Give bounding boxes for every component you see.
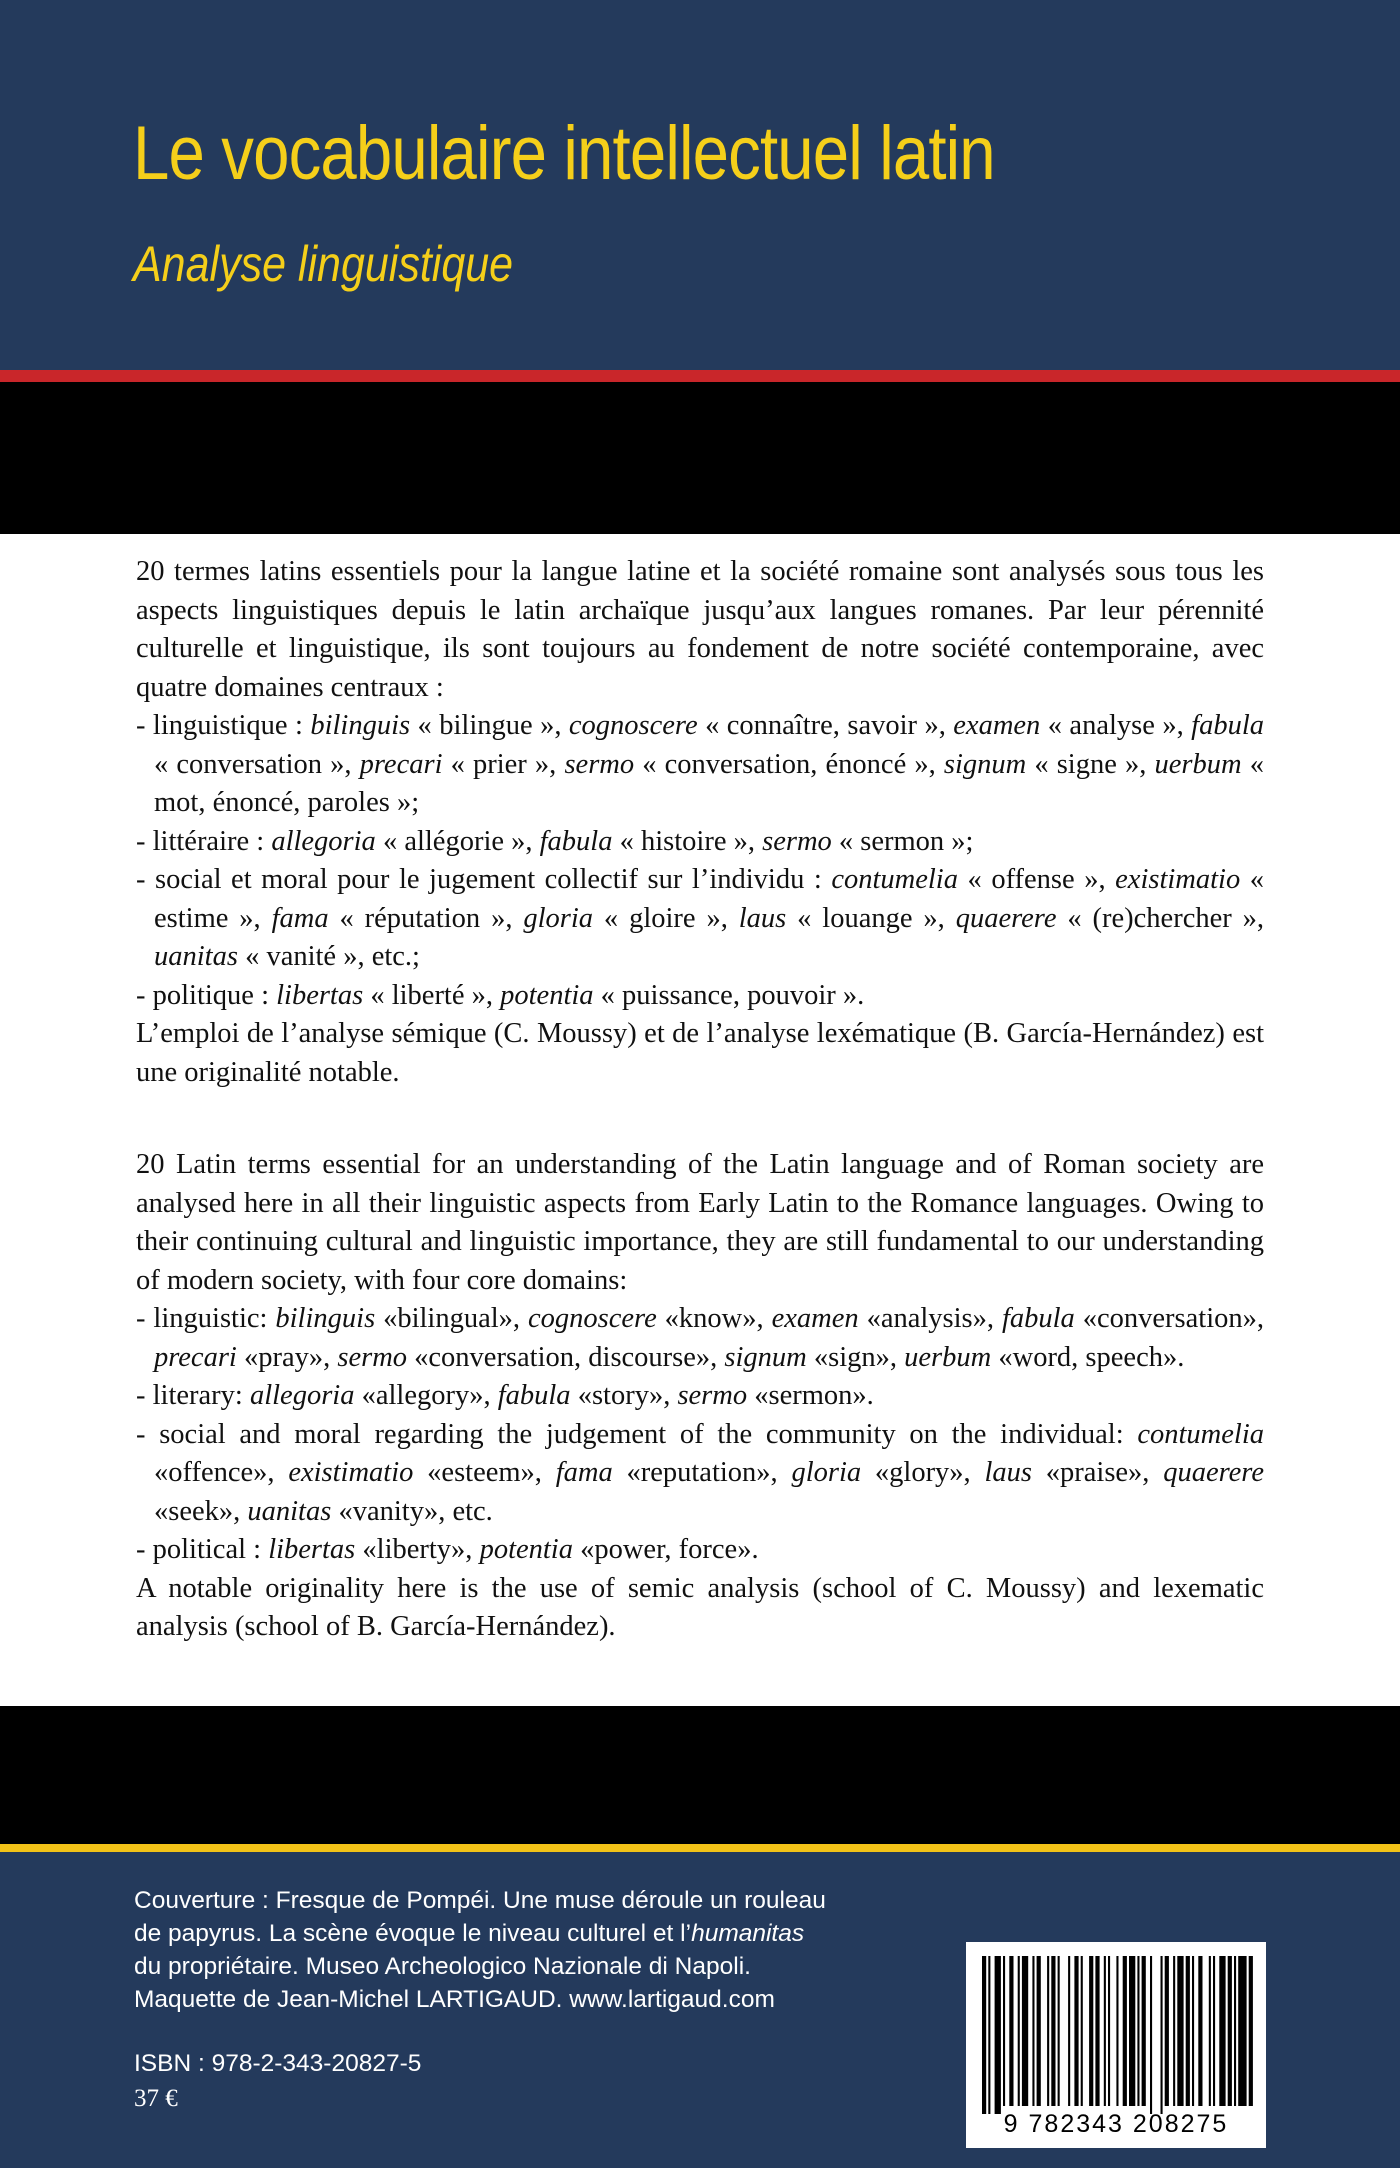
term-gloss: «allegory», <box>354 1380 498 1411</box>
latin-term: contumelia <box>1137 1418 1264 1450</box>
barcode-bar <box>1009 1956 1013 2106</box>
latin-term: bilinguis <box>275 1303 376 1334</box>
term-gloss: «conversation», <box>1074 1303 1264 1334</box>
latin-term: laus <box>984 1457 1032 1488</box>
french-blurb <box>136 553 1264 1092</box>
term-gloss: « prier », <box>442 748 565 780</box>
barcode-bar <box>1032 1956 1034 2106</box>
book-subtitle: Analyse linguistique <box>133 236 514 292</box>
barcode-digits: 9 782343 208275 <box>1003 2110 1229 2138</box>
term-gloss: «sign», <box>806 1341 905 1373</box>
barcode-bar <box>1089 1956 1093 2106</box>
barcode-bar <box>1095 1956 1099 2106</box>
barcode-bar <box>1228 1956 1232 2106</box>
term-gloss: «esteem», <box>413 1457 556 1488</box>
domain-label: - linguistic: <box>136 1303 276 1334</box>
term-gloss: « mot, énoncé, paroles »; <box>154 748 1264 818</box>
gold-rule <box>0 1844 1400 1852</box>
cover-credits <box>134 1884 894 2016</box>
latin-term: fabula <box>1001 1303 1075 1334</box>
barcode-bar <box>1165 1956 1169 2106</box>
credits-line: de papyrus. La scène évoque le niveau culturel et l’humanitas <box>134 1920 805 1947</box>
term-gloss: «story», <box>570 1380 678 1411</box>
latin-term: examen <box>953 710 1041 741</box>
term-gloss: « bilingue », <box>410 710 569 741</box>
latin-term: examen <box>771 1303 859 1334</box>
term-gloss: « estime », <box>154 864 1265 934</box>
barcode-bar <box>1238 1956 1246 2106</box>
latin-term: cognoscere <box>528 1303 657 1334</box>
term-gloss: «bilingual», <box>375 1303 528 1334</box>
latin-term: uerbum <box>904 1341 992 1373</box>
credits-line: Maquette de Jean-Michel LARTIGAUD. www.lartigaud.com <box>134 1986 775 2013</box>
domain-label: - political : <box>136 1534 269 1565</box>
barcode-bar <box>1037 1956 1041 2106</box>
barcode-bar <box>1129 1956 1135 2106</box>
barcode-bar <box>995 1956 1001 2114</box>
barcode-bar <box>1219 1956 1225 2106</box>
domain-item <box>136 1416 1264 1532</box>
term-gloss: «pray», <box>236 1341 338 1373</box>
barcode-bar <box>1161 1956 1163 2114</box>
term-gloss: « (re)chercher », <box>1056 902 1265 934</box>
french-closing: L’emploi de l’analyse sémique (C. Moussy) et de l’analyse lexématique (B. García-Hernández) est une originalité notable. <box>136 1018 1264 1088</box>
latin-term: quaerere <box>1163 1457 1264 1488</box>
latin-term: uanitas <box>247 1495 332 1527</box>
latin-term: fama <box>271 902 329 934</box>
term-gloss: « connaître, savoir », <box>697 710 954 741</box>
term-gloss: «analysis», <box>858 1303 1002 1334</box>
barcode-bar <box>1081 1956 1083 2106</box>
barcode-bar <box>1018 1956 1020 2106</box>
credits-line: du propriétaire. Museo Archeologico Nazionale di Napoli. <box>134 1953 751 1980</box>
domain-item <box>136 977 1264 1016</box>
french-domain-list <box>136 707 1264 1015</box>
term-gloss: «conversation, discourse», <box>407 1341 725 1373</box>
term-gloss: «offence», <box>154 1457 289 1488</box>
barcode-bar <box>1142 1956 1146 2106</box>
term-gloss: « histoire », <box>612 825 763 857</box>
term-gloss: « liberté », <box>363 979 501 1011</box>
barcode-bar <box>1192 1956 1194 2106</box>
term-gloss: «power, force». <box>572 1534 759 1565</box>
term-gloss: « signe », <box>1026 748 1155 780</box>
domain-label: - literary: <box>136 1380 250 1411</box>
barcode-bar <box>1058 1956 1060 2106</box>
barcode-bar <box>1047 1956 1049 2106</box>
latin-term: potentia <box>479 1534 573 1565</box>
latin-term: uanitas <box>154 941 238 972</box>
latin-term: quaerere <box>955 902 1057 934</box>
domain-item <box>136 707 1264 823</box>
barcode-bar <box>1186 1956 1190 2106</box>
term-gloss: « gloire », <box>593 902 739 934</box>
latin-term: existimatio <box>1115 864 1241 895</box>
barcode-bar <box>1150 1956 1152 2114</box>
term-gloss: « puissance, pouvoir ». <box>593 979 865 1011</box>
barcode-bar <box>1213 1956 1215 2106</box>
term-gloss: « allégorie », <box>375 825 540 857</box>
barcode-bar <box>1108 1956 1110 2106</box>
latin-term: signum <box>724 1341 807 1373</box>
latin-term: precari <box>154 1341 237 1373</box>
latin-term: libertas <box>276 979 364 1011</box>
latin-term: sermo <box>337 1341 408 1373</box>
barcode-bar <box>1123 1956 1127 2106</box>
barcode-bar <box>1068 1956 1070 2106</box>
domain-label: - social and moral regarding the judgement of the community on the individual: <box>136 1418 1138 1450</box>
term-gloss: «reputation», <box>612 1457 792 1488</box>
barcode-bar <box>982 1956 986 2114</box>
term-gloss: «sermon». <box>747 1380 874 1411</box>
latin-term: fabula <box>539 825 613 857</box>
latin-term: cognoscere <box>568 710 698 741</box>
domain-label: - politique : <box>136 979 277 1011</box>
term-gloss: «seek», <box>154 1495 248 1527</box>
barcode-bar <box>1173 1956 1175 2106</box>
barcode-bar <box>1116 1956 1118 2106</box>
latin-term: contumelia <box>831 864 958 895</box>
latin-term: fabula <box>1191 710 1264 741</box>
english-closing: A notable originality here is the use of semic analysis (school of C. Moussy) and lexematic analysis (school of B. García-Hernández). <box>136 1572 1264 1642</box>
latin-term: gloria <box>523 902 594 934</box>
latin-term: laus <box>738 902 787 934</box>
english-domain-list <box>136 1300 1264 1570</box>
latin-term: precari <box>359 748 443 780</box>
barcode-bar <box>1177 1956 1183 2106</box>
term-gloss: «praise», <box>1031 1457 1164 1488</box>
credits-line: Couverture : Fresque de Pompéi. Une muse déroule un rouleau <box>134 1887 826 1914</box>
term-gloss: « sermon »; <box>831 825 974 857</box>
domain-item <box>136 861 1264 977</box>
barcode-bar <box>1051 1956 1055 2106</box>
latin-term: allegoria <box>271 825 376 857</box>
domain-label: - littéraire : <box>136 825 272 857</box>
domain-item <box>136 823 1264 862</box>
term-gloss: «liberty», <box>355 1534 480 1565</box>
barcode-bar <box>1137 1956 1139 2106</box>
latin-term: uerbum <box>1154 748 1242 780</box>
latin-term: allegoria <box>249 1380 355 1411</box>
red-rule <box>0 370 1400 382</box>
price: 37 € <box>134 2085 178 2112</box>
latin-term: fama <box>555 1457 613 1488</box>
term-gloss: « conversation », <box>154 748 360 780</box>
barcode-bar <box>988 1956 990 2114</box>
barcode-bar <box>1022 1956 1028 2106</box>
barcode-bar <box>1209 1956 1211 2106</box>
domain-item <box>136 1377 1264 1416</box>
domain-item <box>136 1300 1264 1377</box>
english-intro: 20 Latin terms essential for an understanding of the Latin language and of Roman society are analysed here in all their linguistic aspects from Early Latin to the Romance languages. Owing to their continuing cultural and linguistic importance, they are still fundamental to our understanding of modern society, with four core domains: <box>136 1149 1264 1296</box>
term-gloss: «glory», <box>861 1457 985 1488</box>
term-gloss: « offense », <box>957 864 1116 895</box>
barcode-bar <box>1234 1956 1236 2106</box>
barcode <box>966 1942 1266 2148</box>
term-gloss: « conversation, énoncé », <box>634 748 944 780</box>
english-blurb <box>136 1146 1264 1647</box>
black-band-bottom <box>0 1706 1400 1844</box>
latin-term: bilinguis <box>310 710 411 741</box>
latin-term: signum <box>943 748 1027 780</box>
domain-item <box>136 1531 1264 1570</box>
barcode-bar <box>1198 1956 1202 2106</box>
term-gloss: «know», <box>656 1303 772 1334</box>
term-gloss: «vanity», etc. <box>331 1495 493 1527</box>
domain-label: - social et moral pour le jugement collectif sur l’individu : <box>136 864 832 895</box>
domain-label: - linguistique : <box>136 710 311 741</box>
latin-term: sermo <box>677 1380 748 1411</box>
french-intro: 20 termes latins essentiels pour la langue latine et la société romaine sont analysés sous tous les aspects linguistiques depuis le latin archaïque jusqu’aux langues romanes. Par leur pérennité culturelle et linguistique, ils sont toujours au fondement de notre société contemporaine, avec quatre domaines centraux : <box>136 556 1264 703</box>
term-gloss: « louange », <box>786 902 956 934</box>
latin-term: potentia <box>500 979 594 1011</box>
term-gloss: « réputation », <box>328 902 524 934</box>
isbn: ISBN : 978-2-343-20827-5 <box>134 2050 422 2077</box>
latin-term: libertas <box>268 1534 356 1565</box>
barcode-bar <box>1104 1956 1106 2106</box>
latin-term: fabula <box>497 1380 571 1411</box>
term-gloss: « analyse », <box>1040 710 1192 741</box>
latin-term: gloria <box>791 1457 862 1488</box>
black-band-top <box>0 382 1400 534</box>
book-title: Le vocabulaire intellectuel latin <box>133 111 995 196</box>
barcode-bar <box>1249 1956 1253 2106</box>
latin-term: sermo <box>564 748 635 780</box>
latin-term: sermo <box>762 825 832 857</box>
barcode-bar <box>1003 1956 1005 2106</box>
term-gloss: «word, speech». <box>991 1341 1185 1373</box>
term-gloss: « vanité », etc.; <box>237 941 420 972</box>
latin-term: existimatio <box>288 1457 414 1488</box>
barcode-bar <box>1074 1956 1078 2106</box>
